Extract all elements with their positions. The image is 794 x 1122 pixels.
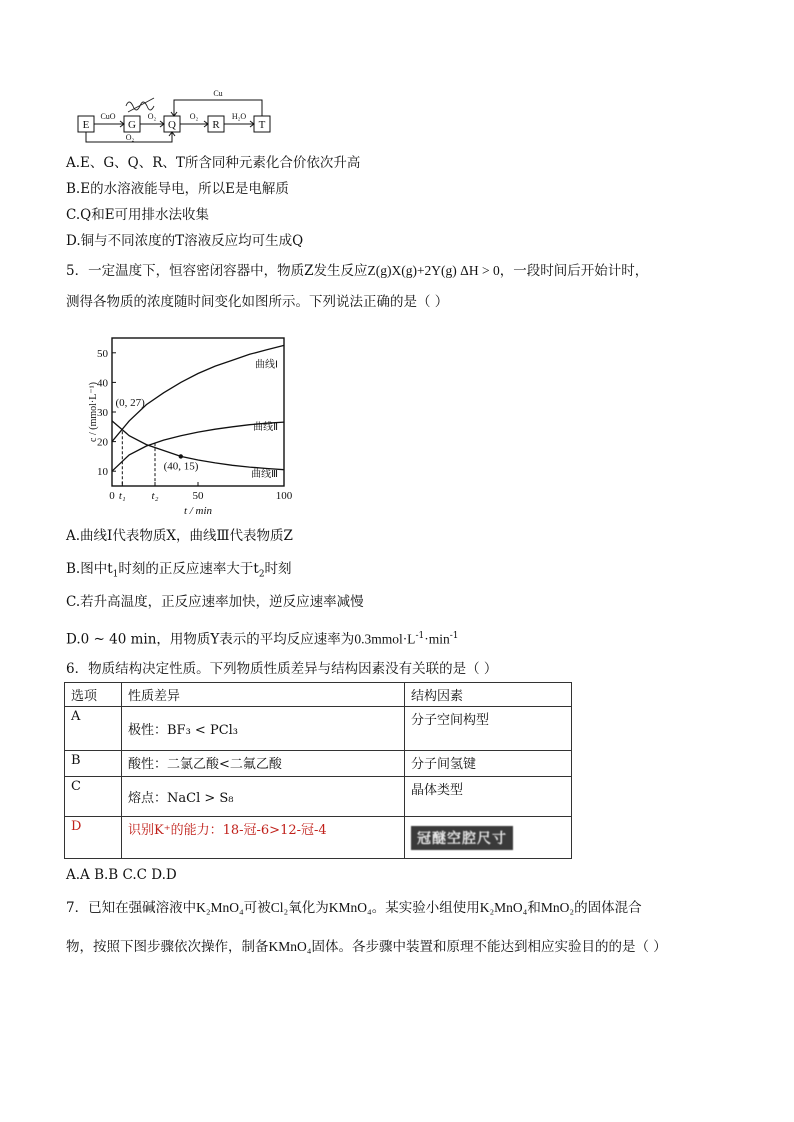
- q4-option-a: A.E、G、Q、R、T所含同种元素化合价依次升高: [66, 155, 361, 171]
- q7-stem-line1: [66, 899, 642, 917]
- q5-option-b-part: 时刻: [264, 561, 292, 577]
- y-tick-label: 50: [97, 347, 108, 360]
- y-tick-label: 30: [97, 407, 108, 419]
- header-option: 选项: [65, 683, 122, 707]
- formula-k2mno4: K₂MnO₄: [479, 900, 528, 915]
- blurred-factor-text: 冠醚空腔尺寸: [411, 826, 513, 850]
- q7-part: 氧化为: [288, 900, 329, 916]
- q5-option-d: [66, 627, 459, 649]
- t2-subscript: 2: [258, 569, 265, 580]
- q7-part: 和: [527, 900, 541, 916]
- row-option: A: [65, 707, 122, 751]
- row-property: 酸性：二氯乙酸<二氟乙酸: [122, 751, 405, 777]
- arrow-t-q-top: [174, 100, 262, 116]
- q5-option-b-part: B.图中t: [66, 561, 113, 577]
- x-tick-label: t₁: [118, 490, 126, 502]
- t1-subscript: 1: [112, 569, 119, 580]
- table-row: [65, 777, 572, 817]
- formula-mno2: MnO₂: [540, 900, 575, 915]
- row-option: B: [65, 751, 122, 777]
- scribble-mark: [126, 98, 154, 112]
- y-axis-label: c / (mmol·L⁻¹): [88, 382, 99, 442]
- table-header-row: [65, 683, 572, 707]
- q7-part: 7．已知在强碱溶液中: [66, 900, 197, 916]
- node-e-label: E: [82, 119, 90, 131]
- row-factor: 分子间氢键: [405, 751, 572, 777]
- unit-exponent: -1: [415, 631, 425, 641]
- x-tick-label: t₂: [151, 490, 159, 502]
- q7-part: 的固体混合: [574, 900, 642, 916]
- formula-kmno4: KMnO₄: [268, 939, 312, 954]
- annotation-40-15: (40, 15): [163, 460, 199, 473]
- formula-cl2: Cl₂: [270, 900, 289, 915]
- q5-option-d-part: D.0 ~ 40 min，用物质Y表示的平均反应速率为: [66, 631, 355, 648]
- table-row: [65, 707, 572, 751]
- q4-option-c: C.Q和E可用排水法收集: [66, 207, 210, 223]
- node-g-label: G: [128, 119, 136, 131]
- q5-option-c: C.若升高温度，正反应速率加快，逆反应速率减慢: [66, 594, 364, 610]
- q5-stem-line2: 测得各物质的浓度随时间变化如图所示。下列说法正确的是（ ）: [66, 294, 449, 310]
- q7-part: 物，按照下图步骤依次操作，制备: [66, 939, 269, 955]
- y-tick-label: 10: [97, 466, 108, 479]
- series-label-3: 曲线Ⅲ: [251, 469, 278, 481]
- q4-option-d: D.铜与不同浓度的T溶液反应均可生成Q: [66, 233, 304, 249]
- x-tick-label: 0: [109, 490, 115, 502]
- q5-option-b-part: 时刻的正反应速率大于t: [118, 561, 259, 577]
- q6-answer-choices: A.A B.B C.C D.D: [66, 867, 177, 883]
- rate-value: 0.3mmol·L: [354, 631, 416, 647]
- label-o2-qr: O₂: [189, 112, 199, 121]
- q7-part: 固体。各步骤中装置和原理不能达到相应实验目的的是（ ）: [311, 939, 667, 955]
- label-cu: Cu: [213, 89, 223, 98]
- concentration-time-chart: [88, 330, 298, 518]
- q5-stem-part: 5．一定温度下，恒容密闭容器中，物质Z发生反应: [66, 263, 368, 279]
- formula-kmno4: KMnO₄: [328, 900, 372, 915]
- node-t-label: T: [258, 119, 266, 131]
- node-q-label: Q: [168, 119, 176, 131]
- q7-part: 。某实验小组使用: [371, 900, 480, 916]
- table-row: [65, 817, 572, 859]
- row-option: D: [65, 817, 122, 859]
- row-option: C: [65, 777, 122, 817]
- label-h2o: H₂O: [231, 112, 247, 121]
- y-tick-label: 20: [97, 436, 108, 449]
- header-factor: 结构因素: [405, 683, 572, 707]
- q5-option-b: [66, 560, 292, 584]
- rate-unit: ·min: [424, 631, 450, 647]
- row-property: 熔点：NaCl > S₈: [122, 777, 405, 817]
- q6-stem: 6．物质结构决定性质。下列物质性质差异与结构因素没有关联的是（ ）: [66, 661, 498, 677]
- q5-equation: Z(g)X(g)+2Y(g) ΔH > 0: [367, 263, 500, 278]
- row-factor: [405, 817, 572, 859]
- row-property: 极性：BF₃ < PCl₃: [122, 707, 405, 751]
- x-axis-label: t / min: [183, 505, 213, 517]
- q7-part: 可被: [243, 900, 271, 916]
- label-o2-bottom: O₂: [125, 133, 135, 142]
- header-property: 性质差异: [122, 683, 405, 707]
- x-tick-label: 50: [192, 490, 204, 502]
- node-r-label: R: [212, 119, 220, 131]
- label-o2-gq: O₂: [147, 112, 157, 121]
- q4-option-b: B.E的水溶液能导电，所以E是电解质: [66, 181, 289, 197]
- unit-exponent: -1: [449, 631, 459, 641]
- y-tick-label: 40: [97, 377, 108, 390]
- marker-point-40-15: [179, 454, 183, 458]
- q7-stem-line2: [66, 938, 667, 956]
- x-tick-label: 100: [275, 490, 293, 502]
- series-label-1: 曲线Ⅰ: [255, 359, 278, 371]
- annotation-0-27: (0, 27): [115, 397, 145, 410]
- row-property: 识别K⁺的能力：18-冠-6>12-冠-4: [122, 817, 405, 859]
- q5-stem-part: ，一段时间后开始计时，: [499, 263, 649, 279]
- series-label-2: 曲线Ⅱ: [253, 421, 278, 433]
- q6-options-table: [64, 682, 572, 859]
- formula-k2mno4: K₂MnO₄: [196, 900, 244, 915]
- conversion-flow-diagram: [70, 82, 280, 150]
- q5-stem-line1: [66, 262, 648, 280]
- label-cuo: CuO: [100, 112, 116, 121]
- row-factor: 分子空间构型: [405, 707, 572, 751]
- q5-option-a: A.曲线Ⅰ代表物质X，曲线Ⅲ代表物质Z: [66, 528, 293, 544]
- table-row: [65, 751, 572, 777]
- row-factor: 晶体类型: [405, 777, 572, 817]
